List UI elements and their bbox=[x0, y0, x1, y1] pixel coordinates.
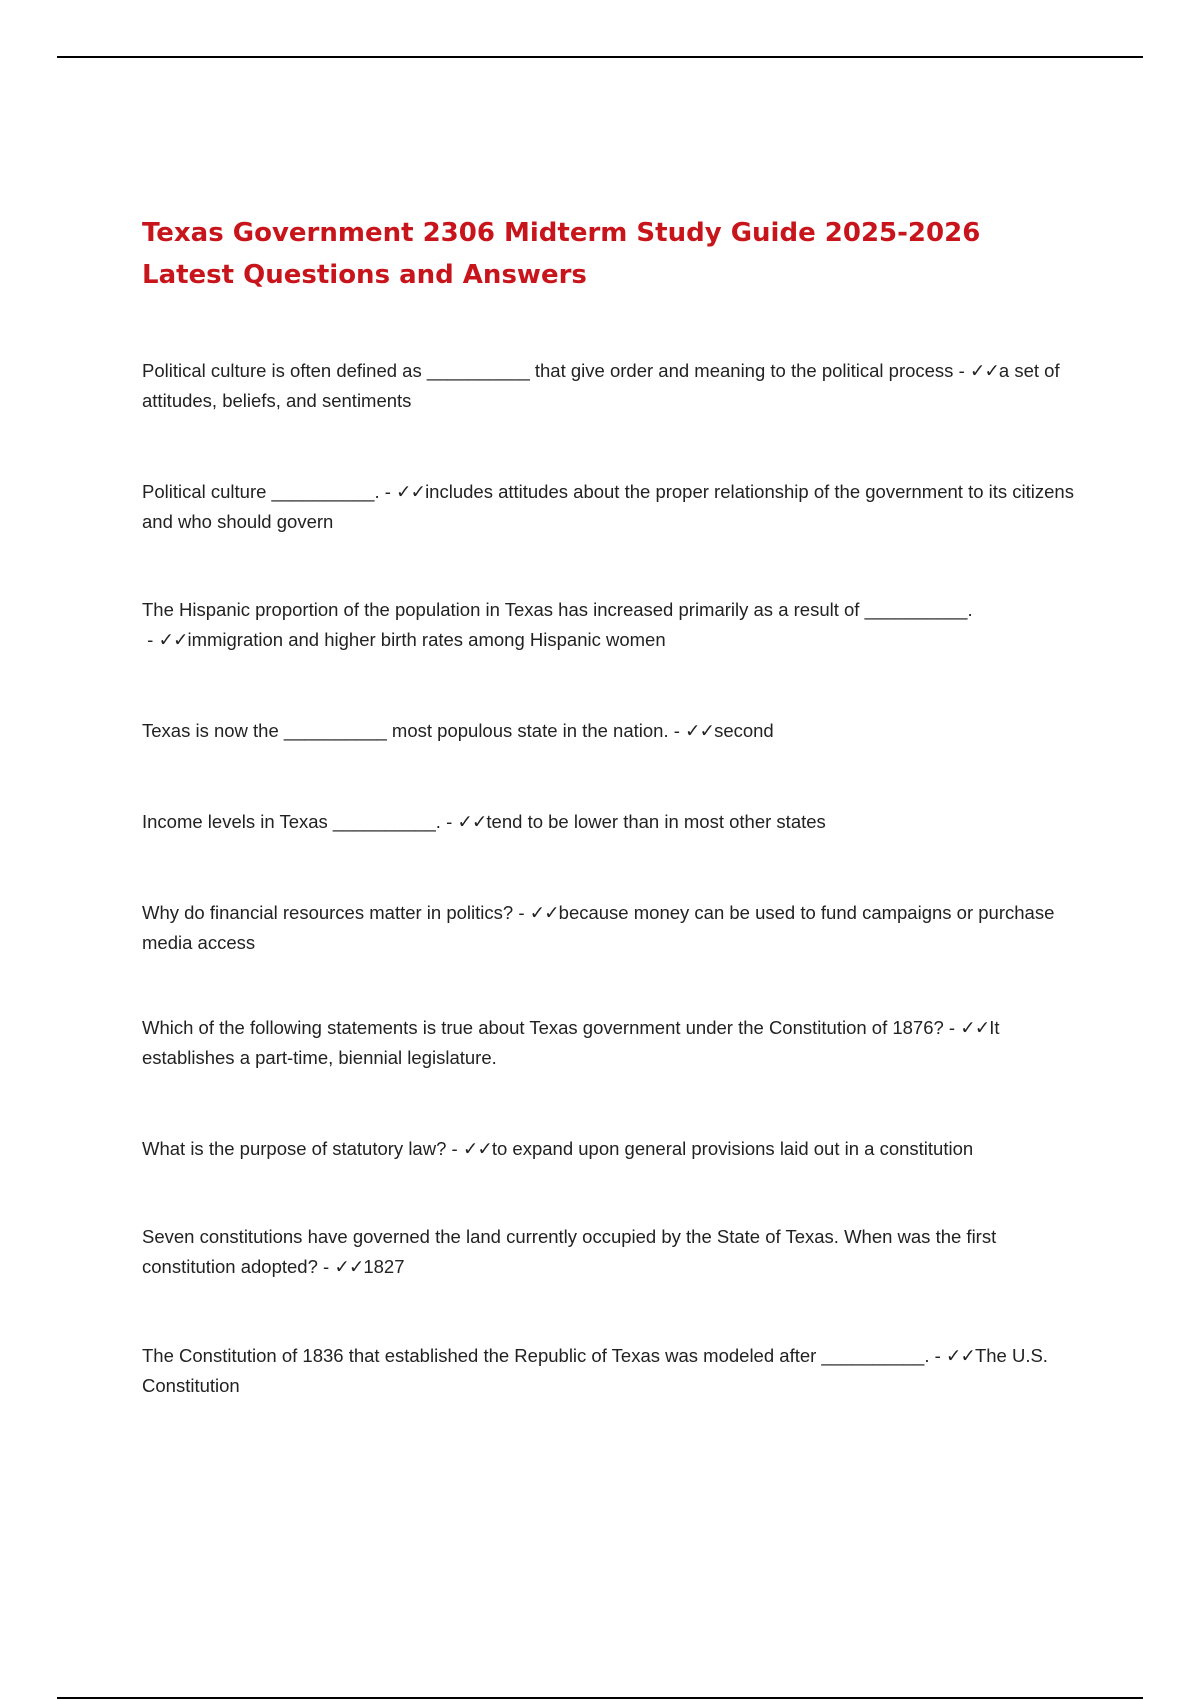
question-text: Income levels in Texas __________. bbox=[142, 811, 441, 832]
check-mark-icon: ✓✓ bbox=[396, 481, 426, 502]
answer-text: a set of attitudes, beliefs, and sentiments bbox=[142, 360, 1060, 411]
question-text: Texas is now the __________ most populous state in the nation. bbox=[142, 720, 669, 741]
check-mark-icon: ✓✓ bbox=[457, 811, 487, 832]
answer-text: immigration and higher birth rates among Hispanic women bbox=[187, 629, 666, 650]
check-mark-icon: ✓✓ bbox=[158, 629, 188, 650]
title-line-1: Texas Government 2306 Midterm Study Guide 2025-2026 bbox=[142, 218, 981, 248]
qa-item-10 bbox=[142, 1341, 1082, 1401]
separator: - bbox=[953, 360, 970, 381]
question-text: Seven constitutions have governed the land currently occupied by the State of Texas. When was the first constitution adopted? bbox=[142, 1226, 997, 1277]
question-text: The Hispanic proportion of the population in Texas has increased primarily as a result of __________. bbox=[142, 599, 973, 620]
check-mark-icon: ✓✓ bbox=[969, 360, 999, 381]
separator: - bbox=[943, 1017, 961, 1038]
qa-item-8 bbox=[142, 1134, 1082, 1164]
qa-item-2 bbox=[142, 477, 1082, 537]
answer-text: because money can be used to fund campaigns or purchase media access bbox=[142, 902, 1055, 953]
bottom-rule bbox=[57, 1697, 1143, 1699]
question-text: Political culture __________. bbox=[142, 481, 380, 502]
question-text: The Constitution of 1836 that established the Republic of Texas was modeled after __________. bbox=[142, 1345, 930, 1366]
answer-text: includes attitudes about the proper relationship of the government to its citizens and who should govern bbox=[142, 481, 1074, 532]
answer-text: second bbox=[714, 720, 774, 741]
check-mark-icon: ✓✓ bbox=[462, 1138, 492, 1159]
qa-item-9 bbox=[142, 1222, 1082, 1282]
answer-text: tend to be lower than in most other states bbox=[486, 811, 826, 832]
separator: - bbox=[929, 1345, 946, 1366]
qa-item-3 bbox=[142, 595, 1082, 655]
qa-item-6 bbox=[142, 898, 1082, 958]
top-rule bbox=[57, 56, 1143, 58]
check-mark-icon: ✓✓ bbox=[685, 720, 715, 741]
separator: - bbox=[379, 481, 397, 502]
separator: - bbox=[668, 720, 686, 741]
qa-item-7 bbox=[142, 1013, 1082, 1073]
title-line-2: Latest Questions and Answers bbox=[142, 260, 587, 290]
question-text: What is the purpose of statutory law? bbox=[142, 1138, 447, 1159]
qa-item-1 bbox=[142, 356, 1082, 416]
check-mark-icon: ✓✓ bbox=[529, 902, 559, 923]
separator: - bbox=[440, 811, 458, 832]
answer-text: It establishes a part-time, biennial legislature. bbox=[142, 1017, 1000, 1068]
document-title bbox=[142, 212, 1102, 296]
check-mark-icon: ✓✓ bbox=[945, 1345, 975, 1366]
question-text: Which of the following statements is true about Texas government under the Constitution of 1876? bbox=[142, 1017, 944, 1038]
separator: - bbox=[446, 1138, 463, 1159]
separator: - bbox=[513, 902, 530, 923]
question-text: Political culture is often defined as __________ that give order and meaning to the political process bbox=[142, 360, 954, 381]
check-mark-icon: ✓✓ bbox=[334, 1256, 364, 1277]
answer-text: The U.S. Constitution bbox=[142, 1345, 1048, 1396]
separator: - bbox=[317, 1256, 335, 1277]
qa-item-5 bbox=[142, 807, 1082, 837]
question-text: Why do financial resources matter in politics? bbox=[142, 902, 514, 923]
answer-text: 1827 bbox=[363, 1256, 405, 1277]
answer-text: to expand upon general provisions laid out in a constitution bbox=[491, 1138, 974, 1159]
check-mark-icon: ✓✓ bbox=[960, 1017, 990, 1038]
separator: - bbox=[142, 629, 159, 650]
qa-item-4 bbox=[142, 716, 1082, 746]
